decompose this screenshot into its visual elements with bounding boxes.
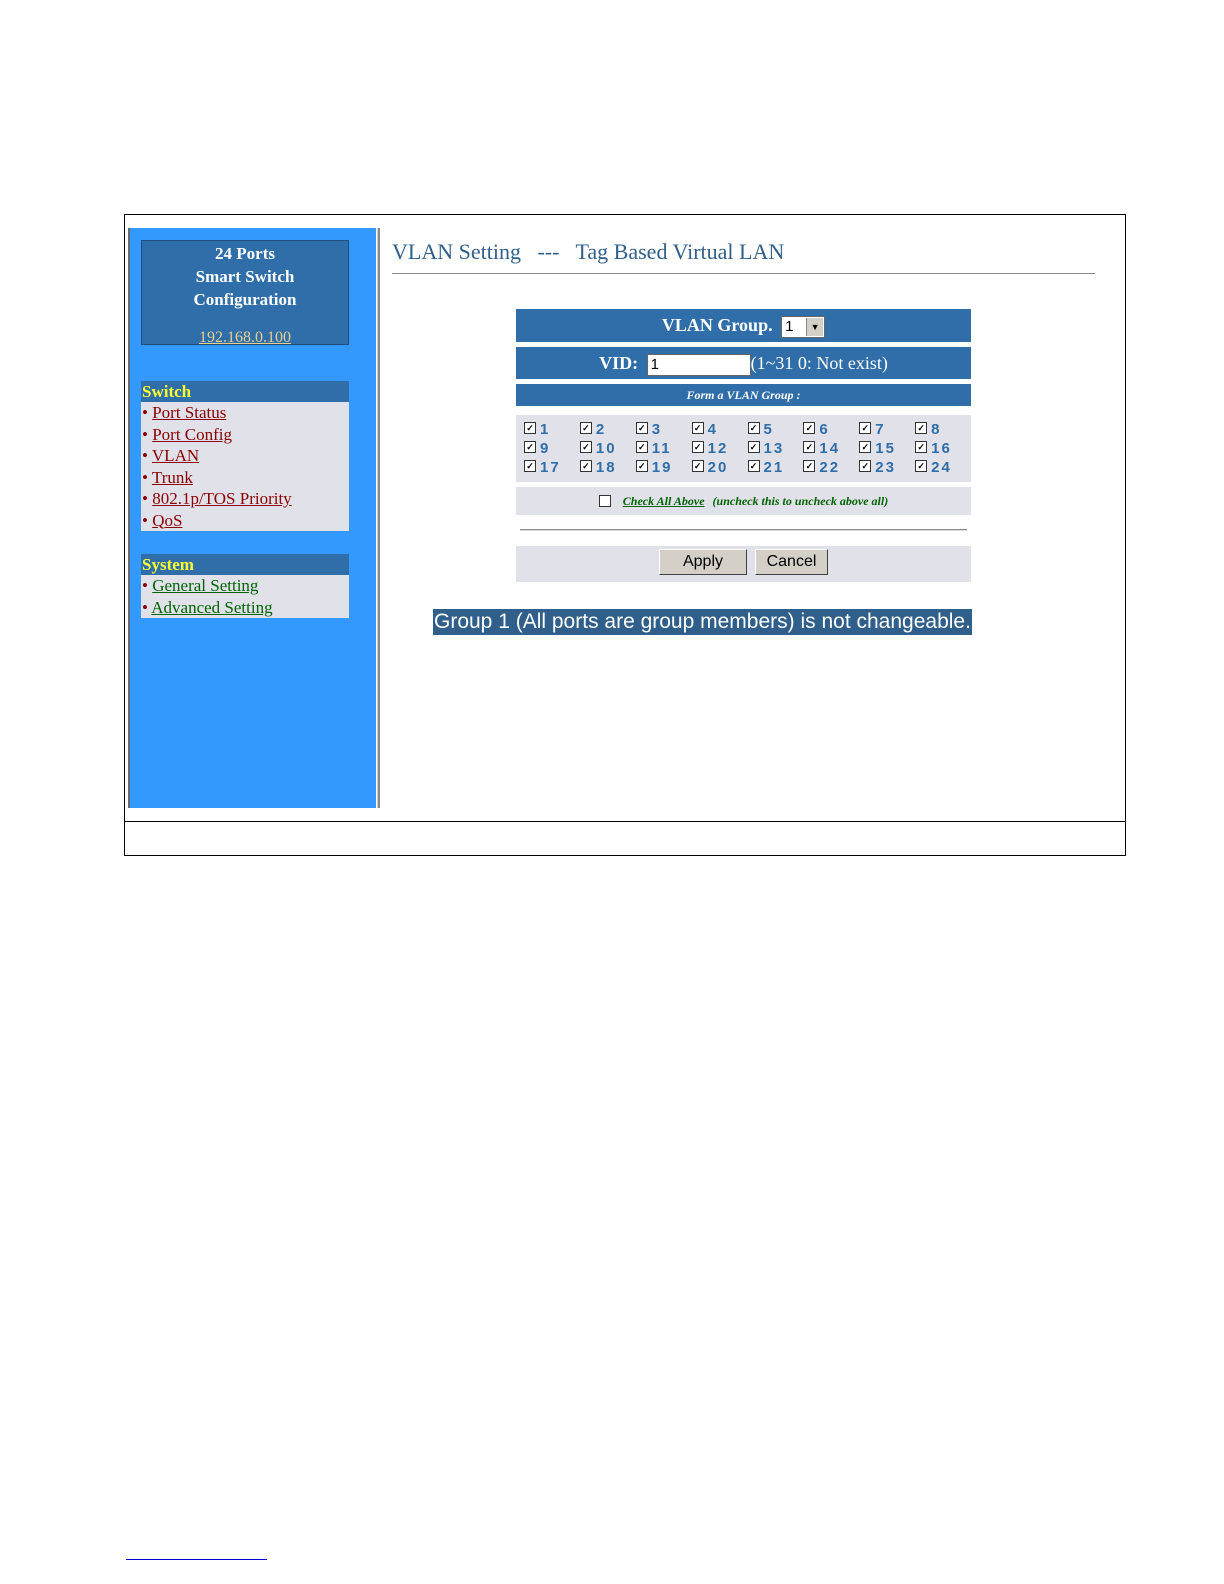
device-ip-link[interactable]: 192.168.0.100 bbox=[199, 329, 291, 346]
port-number: 6 bbox=[819, 421, 830, 438]
port-item[interactable] bbox=[859, 458, 915, 477]
page-title: VLAN Setting --- Tag Based Virtual LAN bbox=[392, 239, 785, 264]
bullet-icon: • bbox=[142, 510, 148, 530]
port-item[interactable] bbox=[580, 420, 636, 439]
bullet-icon: • bbox=[142, 403, 148, 422]
vlan-link[interactable]: VLAN bbox=[151, 446, 200, 465]
port-item[interactable] bbox=[915, 420, 971, 439]
vid-input[interactable]: 1 bbox=[647, 354, 751, 376]
port-item[interactable] bbox=[524, 458, 580, 477]
port-checkbox[interactable]: ✓ bbox=[692, 441, 704, 453]
sidebar bbox=[128, 228, 376, 808]
switch-menu bbox=[141, 381, 349, 531]
port-item[interactable] bbox=[803, 439, 859, 458]
port-number: 22 bbox=[819, 459, 841, 476]
bullet-icon: • bbox=[142, 576, 148, 595]
port-item[interactable] bbox=[748, 439, 804, 458]
port-checkbox[interactable]: ✓ bbox=[803, 422, 815, 434]
frame-footer-divider bbox=[125, 821, 1125, 822]
port-item[interactable] bbox=[692, 439, 748, 458]
port-number: 16 bbox=[931, 440, 952, 457]
port-number: 15 bbox=[875, 440, 896, 457]
system-menu bbox=[141, 554, 349, 618]
port-number: 5 bbox=[763, 421, 774, 438]
port-number: 13 bbox=[763, 440, 785, 457]
port-item[interactable] bbox=[524, 439, 580, 458]
port-checkbox[interactable]: ✓ bbox=[524, 460, 536, 472]
port-checkbox[interactable]: ✓ bbox=[636, 422, 648, 434]
port-number: 14 bbox=[819, 440, 841, 457]
port-status-link[interactable]: Port Status bbox=[152, 403, 227, 422]
port-checkbox[interactable]: ✓ bbox=[915, 422, 927, 434]
check-all-checkbox[interactable] bbox=[599, 495, 611, 507]
port-number: 7 bbox=[875, 421, 886, 438]
port-number: 11 bbox=[651, 440, 672, 457]
port-checkbox[interactable]: ✓ bbox=[859, 422, 871, 434]
sidebar-item-general-setting bbox=[141, 575, 349, 597]
port-number: 12 bbox=[707, 440, 729, 457]
port-checkbox[interactable]: ✓ bbox=[748, 460, 760, 472]
priority-link[interactable]: 802.1p/TOS Priority bbox=[152, 489, 292, 508]
port-row bbox=[524, 439, 971, 458]
port-checkbox[interactable]: ✓ bbox=[915, 460, 927, 472]
port-item[interactable] bbox=[859, 439, 915, 458]
frame-divider[interactable] bbox=[377, 228, 380, 808]
port-checkbox[interactable]: ✓ bbox=[748, 422, 760, 434]
sidebar-item-qos bbox=[141, 510, 349, 532]
port-item[interactable] bbox=[915, 458, 971, 477]
vlan-group-bar bbox=[516, 309, 971, 342]
port-item[interactable] bbox=[580, 458, 636, 477]
port-item[interactable] bbox=[636, 439, 692, 458]
trunk-link[interactable]: Trunk bbox=[151, 467, 193, 487]
port-checkbox[interactable]: ✓ bbox=[636, 460, 648, 472]
port-item[interactable] bbox=[803, 420, 859, 439]
port-row bbox=[524, 420, 971, 439]
sidebar-item-port-status bbox=[141, 402, 349, 424]
check-all-link[interactable]: Check All Above bbox=[622, 494, 705, 508]
sidebar-item-vlan bbox=[141, 445, 349, 467]
form-group-label: Form a VLAN Group : bbox=[516, 384, 971, 406]
bullet-icon: • bbox=[142, 446, 148, 465]
port-checkbox-grid bbox=[516, 415, 971, 482]
bullet-icon: • bbox=[142, 467, 148, 487]
sidebar-title-box bbox=[141, 240, 349, 345]
vlan-group-label: VLAN Group. bbox=[661, 315, 773, 335]
port-checkbox[interactable]: ✓ bbox=[692, 460, 704, 472]
vid-label: VID: bbox=[599, 353, 639, 373]
port-number: 17 bbox=[540, 459, 561, 476]
port-number: 2 bbox=[595, 421, 607, 438]
port-row bbox=[524, 458, 971, 477]
apply-button[interactable]: Apply bbox=[659, 549, 747, 575]
vlan-group-value: 1 bbox=[785, 317, 794, 335]
port-number: 9 bbox=[540, 440, 551, 457]
port-item[interactable] bbox=[636, 420, 692, 439]
title-divider bbox=[392, 273, 1095, 274]
port-checkbox[interactable]: ✓ bbox=[859, 460, 871, 472]
port-number: 3 bbox=[651, 421, 663, 438]
port-checkbox[interactable]: ✓ bbox=[748, 441, 760, 453]
button-row bbox=[516, 546, 971, 582]
sidebar-item-advanced-setting bbox=[141, 597, 349, 619]
port-item[interactable] bbox=[748, 458, 804, 477]
port-number: 20 bbox=[707, 459, 729, 476]
vid-bar bbox=[516, 347, 971, 379]
port-item[interactable] bbox=[803, 458, 859, 477]
notice-message: Group 1 (All ports are group members) is not changeable. bbox=[434, 610, 971, 633]
port-checkbox[interactable]: ✓ bbox=[803, 460, 815, 472]
port-number: 21 bbox=[763, 459, 785, 476]
port-number: 8 bbox=[931, 421, 942, 438]
port-checkbox[interactable]: ✓ bbox=[915, 441, 927, 453]
port-item[interactable] bbox=[692, 420, 748, 439]
port-checkbox[interactable]: ✓ bbox=[692, 422, 704, 434]
bullet-icon: • bbox=[142, 489, 148, 508]
screenshot-frame bbox=[124, 214, 1126, 856]
port-item[interactable] bbox=[636, 458, 692, 477]
port-number: 18 bbox=[595, 459, 617, 476]
port-checkbox[interactable]: ✓ bbox=[524, 441, 536, 453]
sidebar-item-trunk bbox=[141, 467, 349, 489]
port-number: 1 bbox=[540, 421, 551, 438]
port-checkbox[interactable]: ✓ bbox=[524, 422, 536, 434]
sidebar-title-line-2: Smart Switch bbox=[195, 267, 295, 286]
port-number: 23 bbox=[875, 459, 896, 476]
sidebar-item-priority bbox=[141, 488, 349, 510]
sidebar-title-line-3: Configuration bbox=[193, 290, 297, 309]
vid-range-hint: (1~31 0: Not exist) bbox=[750, 353, 888, 373]
check-all-hint: (uncheck this to uncheck above all) bbox=[712, 494, 889, 508]
port-number: 4 bbox=[707, 421, 718, 438]
chevron-down-icon[interactable]: ▼ bbox=[806, 318, 823, 336]
port-number: 19 bbox=[651, 459, 673, 476]
port-config-link[interactable]: Port Config bbox=[152, 424, 233, 444]
port-checkbox[interactable]: ✓ bbox=[859, 441, 871, 453]
page-footnote-rule bbox=[126, 1559, 267, 1560]
port-checkbox[interactable]: ✓ bbox=[636, 441, 648, 453]
port-number: 10 bbox=[595, 440, 617, 457]
port-checkbox[interactable]: ✓ bbox=[580, 441, 592, 453]
port-item[interactable] bbox=[524, 420, 580, 439]
port-item[interactable] bbox=[859, 420, 915, 439]
port-item[interactable] bbox=[915, 439, 971, 458]
system-menu-heading: System bbox=[141, 554, 349, 575]
cancel-button[interactable]: Cancel bbox=[755, 549, 828, 575]
qos-link[interactable]: QoS bbox=[152, 510, 183, 530]
sidebar-title-line-1: 24 Ports bbox=[215, 244, 275, 263]
bullet-icon: • bbox=[142, 424, 148, 444]
vlan-form bbox=[516, 309, 971, 582]
switch-menu-heading: Switch bbox=[141, 381, 349, 402]
advanced-setting-link[interactable]: Advanced Setting bbox=[151, 597, 273, 617]
sidebar-item-port-config bbox=[141, 424, 349, 446]
port-checkbox[interactable]: ✓ bbox=[803, 441, 815, 453]
vlan-group-select[interactable] bbox=[781, 316, 825, 338]
form-divider bbox=[520, 529, 967, 531]
bullet-icon: • bbox=[142, 597, 148, 617]
port-item[interactable] bbox=[692, 458, 748, 477]
port-checkbox[interactable]: ✓ bbox=[580, 460, 592, 472]
port-number: 24 bbox=[931, 459, 952, 476]
port-checkbox[interactable]: ✓ bbox=[580, 422, 592, 434]
check-all-row bbox=[516, 487, 971, 515]
port-item[interactable] bbox=[748, 420, 804, 439]
general-setting-link[interactable]: General Setting bbox=[152, 576, 259, 595]
port-item[interactable] bbox=[580, 439, 636, 458]
